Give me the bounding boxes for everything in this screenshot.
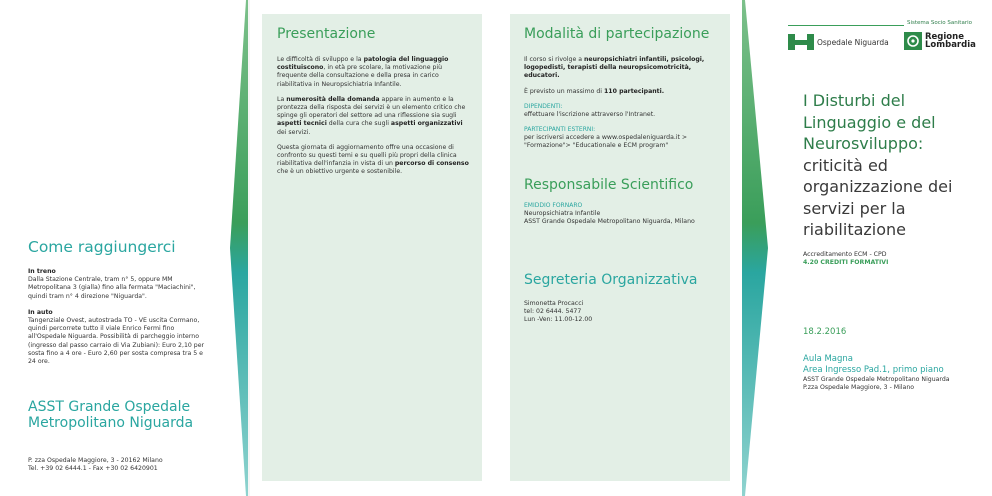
hospital-h-icon xyxy=(788,34,814,50)
credits-text: 4.20 CREDITI FORMATIVI xyxy=(803,259,889,267)
participation-body xyxy=(524,56,720,150)
venue-block xyxy=(803,354,950,392)
external-label: PARTECIPANTI ESTERNI: xyxy=(524,126,596,134)
cover-column xyxy=(770,0,992,496)
how-to-reach-title: Come raggiungerci xyxy=(28,238,176,256)
venue-area: Area Ingresso Pad.1, primo piano xyxy=(803,365,944,375)
scientific-body xyxy=(524,202,720,226)
participation-title: Modalità di partecipazione xyxy=(524,26,710,42)
cover-title xyxy=(803,90,952,241)
cover-title-line3: Neurosviluppo: xyxy=(803,134,924,153)
secretariat-name: Simonetta Procacci xyxy=(524,300,584,307)
scientific-name: EMIDDIO FORNARO xyxy=(524,202,583,209)
venue-org: ASST Grande Ospedale Metropolitano Niguarda xyxy=(803,376,950,383)
presentation-paragraph-1: Le difficoltà di sviluppo e la patologia del linguaggio costituiscono, in età pre scolare, la motivazione più frequente della consultazione e della presa in carico riabilitativa in Neuropsichiatria Infantile. xyxy=(277,56,449,88)
scientific-title: Responsabile Scientifico xyxy=(524,177,694,193)
presentation-paragraph-3: Questa giornata di aggiornamento offre una occasione di confronto su questi temi e su quelli più propri della clinica riabilitativa dell'infanzia in vista di un percorso di consenso che è un obiettivo urgente e sostenibile. xyxy=(277,143,469,176)
scientific-place: ASST Grande Ospedale Metropolitano Niguarda, Milano xyxy=(524,218,695,226)
car-label: In auto xyxy=(28,308,53,316)
cover-title-line7: riabilitazione xyxy=(803,220,907,239)
left-column xyxy=(0,0,245,496)
phone-text: Tel. +39 02 6444.1 - Fax +30 02 6420901 xyxy=(28,465,158,473)
presentation-title: Presentazione xyxy=(277,26,376,42)
region-logo-text xyxy=(925,33,976,50)
cover-title-line1: I Disturbi del xyxy=(803,91,906,110)
participation-audience: Il corso si rivolge a neuropsichiatri infantili, psicologi, logopedisti, terapisti della neuropsicomotricità, educatori. xyxy=(524,56,705,80)
presentation-paragraph-2: La numerosità della domanda appare in aumento e la prontezza della risposta dei servizi è un elemento critico che spinge gli operatori del settore ad una riflessione sia sugli aspetti tecnici della cura che sugli aspetti organizzativi dei servizi. xyxy=(277,95,466,136)
train-label: In treno xyxy=(28,268,56,275)
participation-panel xyxy=(510,14,730,481)
cover-title-line2: Linguaggio e del xyxy=(803,112,936,132)
accreditation-block xyxy=(803,251,888,267)
secretariat-title: Segreteria Organizzativa xyxy=(524,272,698,288)
region-line1: Regione xyxy=(925,31,964,42)
address-text: P. zza Ospedale Maggiore, 3 - 20162 Milano xyxy=(28,457,163,464)
region-logo xyxy=(904,32,976,50)
region-rose-icon xyxy=(904,32,922,50)
employees-label: DIPENDENTI: xyxy=(524,102,563,110)
fold-decoration-right xyxy=(742,0,770,496)
org-name xyxy=(28,399,193,431)
hospital-logo-text: Ospedale Niguarda xyxy=(817,37,889,47)
contact-block xyxy=(28,457,163,473)
system-label: Sistema Socio Sanitario xyxy=(904,20,972,26)
org-name-line1: ASST Grande Ospedale xyxy=(28,399,191,415)
car-text: Tangenziale Ovest, autostrada TO - VE uscita Cormano, quindi percorrete tutto il viale Enrico Fermi fino all'Ospedale Niguarda. Possibilità di parcheggio interno (ingresso dal passo carraio di Via Zubiani): Euro 2,10 per sosta fino a 4 ore - Euro 2,60 per sosta compresa tra 5 e 24 ore. xyxy=(28,317,205,366)
region-line2: Lombardia xyxy=(925,40,976,50)
venue-name: Aula Magna xyxy=(803,354,854,364)
external-text-1: per iscriversi accedere a www.ospedaleniguarda.it > xyxy=(524,134,688,142)
scientific-role: Neuropsichiatra Infantile xyxy=(524,210,601,217)
cover-title-line4: criticità ed xyxy=(803,155,888,175)
fold-decoration-left xyxy=(228,0,250,496)
cover-title-line6: servizi per la xyxy=(803,198,906,218)
org-name-line2: Metropolitano Niguarda xyxy=(28,415,194,431)
presentation-body xyxy=(277,56,469,184)
secretariat-body xyxy=(524,300,720,325)
hospital-logo xyxy=(788,34,889,50)
accreditation-text: Accreditamento ECM - CPD xyxy=(803,251,887,258)
external-text-2: "Formazione"> "Educationale e ECM program" xyxy=(524,142,669,150)
participation-max: È previsto un massimo di 110 partecipanti. xyxy=(524,87,665,95)
employees-text: effettuare l'iscrizione attraverso l'Intranet. xyxy=(524,110,656,118)
train-text: Dalla Stazione Centrale, tram n° 5, oppure MM Metropolitana 3 (gialla) fino alla fermata "Maciachini", quindi tram n° 4 direzione "Niguarda". xyxy=(28,276,196,300)
event-date: 18.2.2016 xyxy=(803,327,847,337)
venue-address: P.zza Ospedale Maggiore, 3 - Milano xyxy=(803,384,915,392)
presentation-panel xyxy=(262,14,482,481)
cover-title-line5: organizzazione dei xyxy=(803,177,953,196)
train-section xyxy=(28,268,210,366)
secretariat-hours: Lun -Ven: 11.00-12.00 xyxy=(524,316,593,324)
secretariat-phone: tel: 02 6444. 5477 xyxy=(524,308,582,316)
